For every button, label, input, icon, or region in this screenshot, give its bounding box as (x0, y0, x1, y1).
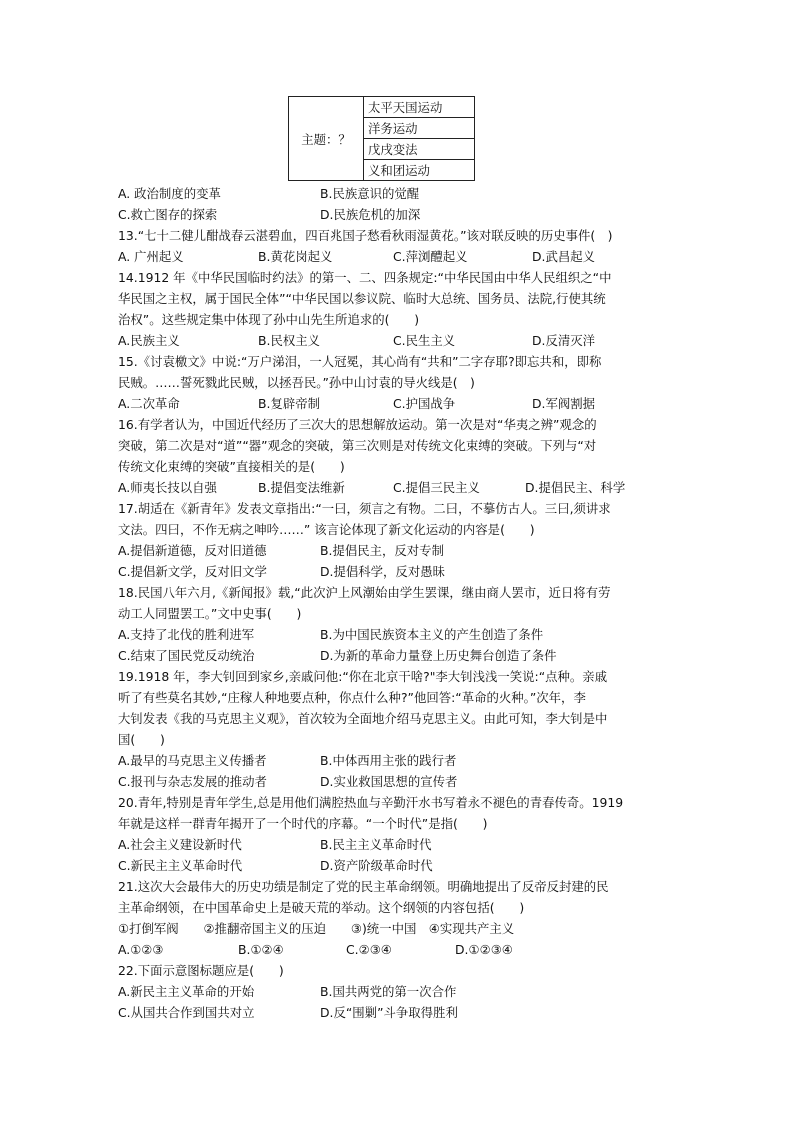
q20-option-c: C.新民主主义革命时代 (118, 858, 243, 873)
q16-option-a: A.师夷长技以自强 (118, 480, 217, 495)
q12-option-a: A. 政治制度的变革 (118, 186, 221, 201)
topic-theme-cell: 主题：？ (289, 97, 364, 181)
q19-stem-line: 国( ) (118, 732, 165, 747)
q14-stem-line: 14.1912 年《中华民国临时约法》的第一、二、四条规定:“中华民国由中华人民组织之“中 (118, 270, 612, 285)
q19-stem-line: 听了有些莫名其妙,“庄稼人种地要点种，你点什么种?”他回答:“革命的火种。”次年，李 (118, 690, 586, 705)
topic-item: 戊戌变法 (364, 139, 475, 160)
q16-option-c: C.提倡三民主义 (393, 480, 480, 495)
q18-option-d: D.为新的革命力量登上历史舞台创造了条件 (320, 648, 557, 663)
q15-option-a: A.二次革命 (118, 396, 180, 411)
q14-option-d: D.反清灭洋 (532, 333, 596, 348)
q16-stem-line: 突破，第二次是对“道”“器”观念的突破，第三次则是对传统文化束缚的突破。下列与“对 (118, 438, 597, 453)
topic-item: 洋务运动 (364, 118, 475, 139)
q21-option-a: A.①②③ (118, 942, 164, 957)
q17-option-c: C.提倡新文学，反对旧文学 (118, 564, 267, 579)
q20-stem-line: 20.青年,特别是青年学生,总是用他们满腔热血与辛勤汗水书写着永不褪色的青春传奇。1919 (118, 795, 624, 810)
q14-option-c: C.民生主义 (393, 333, 456, 348)
topic-item: 义和团运动 (364, 160, 475, 181)
q16-stem-line: 16.有学者认为，中国近代经历了三次大的思想解放运动。第一次是对“华夷之辨”观念的 (118, 417, 597, 432)
q15-stem-line: 15.《讨袁檄文》中说:“万户涕泪，一人冠冕，其心尚有“共和”二字存耶?即忘共和，即称 (118, 354, 602, 369)
q14-option-a: A.民族主义 (118, 333, 180, 348)
q17-option-b: B.提倡民主，反对专制 (320, 543, 444, 558)
q14-option-b: B.民权主义 (258, 333, 321, 348)
q17-option-a: A.提倡新道德，反对旧道德 (118, 543, 267, 558)
q19-option-a: A.最早的马克思主义传播者 (118, 753, 267, 768)
q18-option-c: C.结束了国民党反动统治 (118, 648, 255, 663)
q21-stem-line: ①打倒军阀 ②推翻帝国主义的压迫 ③)统一中国 ④实现共产主义 (118, 921, 515, 936)
q22-option-b: B.国共两党的第一次合作 (320, 984, 457, 999)
q15-option-d: D.军阀割据 (532, 396, 596, 411)
q14-stem-line: 华民国之主权，属于国民全体”“中华民国以参议院、临时大总统、国务员、法院,行使其统 (118, 291, 606, 306)
q17-stem-line: 文法。四曰，不作无病之呻吟……” 该言论体现了新文化运动的内容是( ) (118, 522, 535, 537)
q16-stem-line: 传统文化束缚的突破”直接相关的是( ) (118, 459, 345, 474)
q21-option-d: D.①②③④ (455, 942, 513, 957)
q15-option-b: B.复辟帝制 (258, 396, 321, 411)
q19-option-b: B.中体西用主张的践行者 (320, 753, 457, 768)
q17-stem-line: 17.胡适在《新青年》发表文章指出:“一曰，须言之有物。二曰，不摹仿古人。三曰,须讲求 (118, 501, 611, 516)
q13-stem-line: 13.“七十二健儿酣战春云湛碧血，四百兆国子愁看秋雨湿黄花。”该对联反映的历史事件( ) (118, 228, 613, 243)
q20-stem-line: 年就是这样一群青年揭开了一个时代的序幕。“一个时代”是指( ) (118, 816, 488, 831)
topic-table (288, 96, 475, 181)
q20-option-d: D.资产阶级革命时代 (320, 858, 433, 873)
q16-option-d: D.提倡民主、科学 (525, 480, 626, 495)
q13-option-a: A. 广州起义 (118, 249, 184, 264)
q15-stem-line: 民贼。……誓死戮此民贼，以拯吾民。”孙中山讨袁的导火线是( ) (118, 375, 475, 390)
q18-stem-line: 18.民国八年六月,《新闻报》载,“此次沪上风潮始由学生罢课，继由商人罢市，近日将有劳 (118, 585, 611, 600)
q15-option-c: C.护国战争 (393, 396, 456, 411)
q20-option-b: B.民主主义革命时代 (320, 837, 432, 852)
q18-option-b: B.为中国民族资本主义的产生创造了条件 (320, 627, 544, 642)
q22-option-d: D.反“围剿”斗争取得胜利 (320, 1005, 458, 1020)
q22-stem-line: 22.下面示意图标题应是( ) (118, 963, 284, 978)
q12-option-c: C.救亡图存的探索 (118, 207, 218, 222)
q22-option-c: C.从国共合作到国共对立 (118, 1005, 255, 1020)
q13-option-b: B.黄花岗起义 (258, 249, 333, 264)
q21-stem-line: 21.这次大会最伟大的历史功绩是制定了党的民主革命纲领。明确地提出了反帝反封建的民 (118, 879, 609, 894)
q13-option-d: D.武昌起义 (532, 249, 596, 264)
q22-option-a: A.新民主主义革命的开始 (118, 984, 255, 999)
q17-option-d: D.提倡科学，反对愚昧 (320, 564, 445, 579)
q14-stem-line: 治权”。这些规定集中体现了孙中山先生所追求的( ) (118, 312, 420, 327)
q13-option-c: C.萍浏醴起义 (393, 249, 468, 264)
q19-option-d: D.实业救国思想的宣传者 (320, 774, 458, 789)
q16-option-b: B.提倡变法维新 (258, 480, 345, 495)
q18-option-a: A.支持了北伐的胜利进军 (118, 627, 255, 642)
q21-stem-line: 主革命纲领，在中国革命史上是破天荒的举动。这个纲领的内容包括( ) (118, 900, 525, 915)
topic-item: 太平天国运动 (364, 97, 475, 118)
q12-option-b: B.民族意识的觉醒 (320, 186, 420, 201)
q12-option-d: D.民族危机的加深 (320, 207, 421, 222)
q18-stem-line: 动工人同盟罢工。”文中史事( ) (118, 606, 302, 621)
q19-option-c: C.报刊与杂志发展的推动者 (118, 774, 267, 789)
q21-option-c: C.②③④ (346, 942, 392, 957)
q19-stem-line: 19.1918 年，李大钊回到家乡,亲戚问他:“你在北京干啥?"李大钊浅浅一笑说:“点种。亲戚 (118, 669, 608, 684)
q19-stem-line: 大钊发表《我的马克思主义观》，首次较为全面地介绍马克思主义。由此可知，李大钊是中 (118, 711, 608, 726)
q20-option-a: A.社会主义建设新时代 (118, 837, 242, 852)
q21-option-b: B.①②④ (238, 942, 284, 957)
